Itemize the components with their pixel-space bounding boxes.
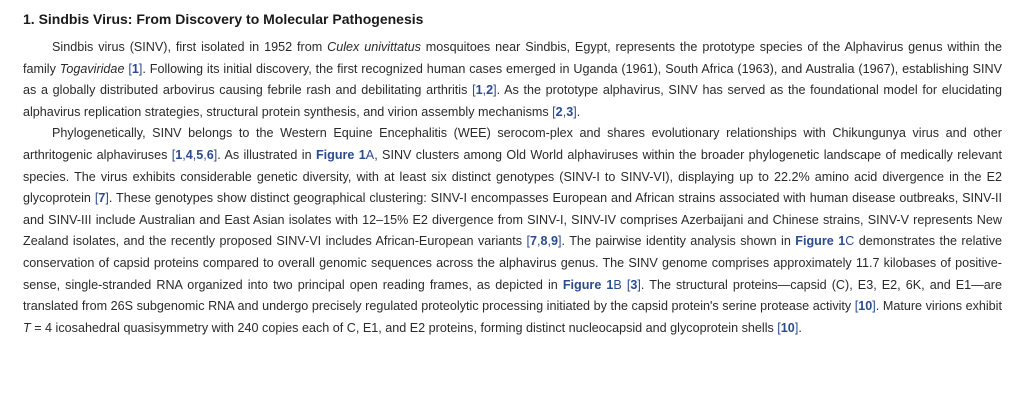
citation-link[interactable]: 1 bbox=[475, 83, 483, 98]
citation-link[interactable]: 7 bbox=[530, 234, 538, 249]
citation: [10] bbox=[777, 320, 799, 335]
citation-link[interactable]: 3 bbox=[630, 277, 638, 292]
citation: [10] bbox=[854, 299, 876, 314]
italic-text: Culex univittatus bbox=[327, 40, 421, 54]
citation: [7] bbox=[94, 191, 109, 206]
section-body bbox=[23, 37, 1002, 339]
section-number: 1. bbox=[23, 11, 35, 27]
citation-link[interactable]: 5 bbox=[196, 147, 204, 162]
citation-link[interactable]: 4 bbox=[185, 147, 193, 162]
figure-word: Figure 1 bbox=[562, 277, 614, 292]
figure-word: Figure 1 bbox=[795, 234, 846, 249]
figure-panel: A bbox=[365, 147, 375, 162]
citation-link[interactable]: 2 bbox=[555, 104, 563, 119]
citation-link[interactable]: 9 bbox=[551, 234, 559, 249]
figure-link[interactable] bbox=[316, 148, 374, 162]
citation-link[interactable]: 1 bbox=[131, 61, 139, 76]
citation-link[interactable]: 8 bbox=[540, 234, 548, 249]
italic-text: Togaviridae bbox=[59, 61, 125, 76]
citation-link[interactable]: 6 bbox=[206, 147, 214, 162]
citation: [3] bbox=[626, 277, 641, 292]
section-title: Sindbis Virus: From Discovery to Molecular Pathogenesis bbox=[38, 11, 424, 27]
paragraph: Phylogenetically, SINV belongs to the Western Equine Encephalitis (WEE) serocom-plex and shares evolutionary relationships with Chikungunya virus and other arthritogenic alphaviruses [1,4,5,6]. As illustrated in Figure 1A, SINV clusters among Old World alphaviruses within the broader phylogenetic landscape of medically relevant species. The virus exhibits considerable genetic diversity, with at least six distinct genotypes (SINV-I to SINV-VI), displaying up to 22.2% amino acid divergence in the E2 glycoprotein [7]. These genotypes show distinct geographical clustering: SINV-I encompasses European and African strains associated with human disease outbreaks, SINV-II and SINV-III include Australian and East Asian isolates with 12–15% E2 divergence from SINV-I, SINV-IV comprises Azerbaijani and Chinese strains, SINV-V represents New Zealand isolates, and the recently proposed SINV-VI includes African-European variants [7,8,9]. The pairwise identity analysis shown in Figure 1C demonstrates the relative conservation of capsid proteins compared to overall genomic sequences across the alphavirus genus. The SINV genome comprises approximately 11.7 kilobases of positive-sense, single-stranded RNA organized into two principal open reading frames, as depicted in Figure 1B [3]. The structural proteins—capsid (C), E3, E2, 6K, and E1—are translated from 26S subgenomic RNA and undergo precisely regulated proteolytic processing initiated by the capsid protein's serine protease activity [10]. Mature virions exhibit T = 4 icosahedral quasisymmetry with 240 copies each of C, E1, and E2 proteins, forming distinct nucleocapsid and glycoprotein shells [10]. bbox=[23, 126, 1003, 335]
citation: [2,3] bbox=[552, 104, 577, 119]
citation-link[interactable]: 10 bbox=[780, 320, 795, 335]
citation-link[interactable]: 10 bbox=[858, 299, 873, 314]
figure-panel: C bbox=[845, 234, 855, 249]
figure-link[interactable] bbox=[563, 278, 622, 292]
citation: [7,8,9] bbox=[526, 234, 562, 249]
figure-link[interactable] bbox=[795, 234, 854, 248]
paragraph: Sindbis virus (SINV), first isolated in 1952 from Culex univittatus mosquitoes near Sindbis, Egypt, represents the prototype species of the Alphavirus genus within the family Togaviridae [1]. Following its initial discovery, the first recognized human cases emerged in Uganda (1961), South Africa (1963), and Australia (1967), establishing SINV as a globally distributed arbovirus causing febrile rash and debilitating arthritis [1,2]. As the prototype alphavirus, SINV has served as the foundational model for elucidating alphavirus replication strategies, structural protein synthesis, and virion assembly mechanisms [2,3]. bbox=[23, 40, 1002, 119]
citation-link[interactable]: 2 bbox=[486, 83, 494, 98]
citation-link[interactable]: 1 bbox=[175, 147, 183, 162]
italic-text: T bbox=[23, 320, 31, 335]
figure-word: Figure 1 bbox=[315, 147, 366, 162]
citation: [1,2] bbox=[472, 83, 497, 98]
citation: [1] bbox=[128, 61, 143, 76]
citation-link[interactable]: 3 bbox=[566, 104, 574, 119]
section-heading bbox=[23, 9, 1002, 29]
citation: [1,4,5,6] bbox=[171, 147, 218, 162]
citation-link[interactable]: 7 bbox=[98, 191, 106, 206]
figure-panel: B bbox=[613, 277, 622, 292]
